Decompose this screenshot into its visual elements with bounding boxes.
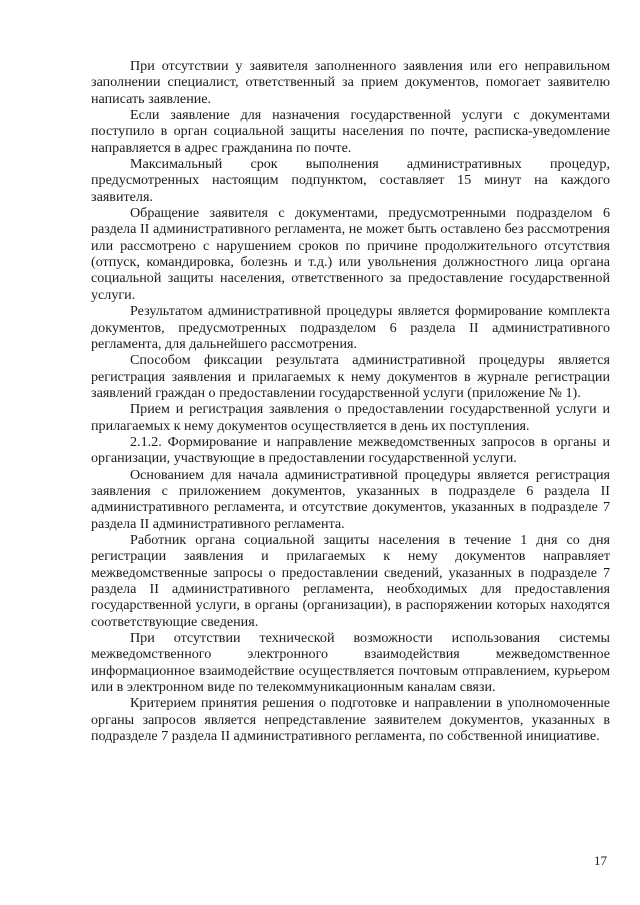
paragraph: Максимальный срок выполнения административных процедур, предусмотренных настоящим подпунктом, составляет 15 минут на каждого заявителя. <box>91 156 610 205</box>
page-number: 17 <box>594 853 607 868</box>
paragraph: При отсутствии у заявителя заполненного заявления или его неправильном заполнении специалист, ответственный за прием документов, помогает заявителю написать заявление. <box>91 58 610 107</box>
paragraph: Критерием принятия решения о подготовке и направлении в уполномоченные органы запросов является непредставление заявителем документов, указанных в подразделе 7 раздела II административного регламента, по собственной инициативе. <box>91 695 610 745</box>
document-body <box>91 58 610 744</box>
section-heading-paragraph: 2.1.2. Формирование и направление межведомственных запросов в органы и организации, участвующие в предоставлении государственной услуги. <box>91 433 610 467</box>
paragraph: Обращение заявителя с документами, предусмотренными подразделом 6 раздела II административного регламента, не может быть оставлено без рассмотрения или рассмотрено с нарушением сроков по причине продолжительного отсутствия (отпуск, командировка, болезнь и т.д.) или увольнения должностного лица органа социальной защиты населения, ответственного за предоставление государственной услуги. <box>91 205 610 303</box>
paragraph: Если заявление для назначения государственной услуги с документами поступило в орган социальной защиты населения по почте, расписка-уведомление направляется в адрес гражданина по почте. <box>91 107 610 156</box>
paragraph: Способом фиксации результата административной процедуры является регистрация заявления и прилагаемых к нему документов в журнале регистрации заявлений граждан о предоставлении государственной услуги (приложение № 1). <box>91 352 610 401</box>
paragraph: Работник органа социальной защиты населения в течение 1 дня со дня регистрации заявления и прилагаемых к нему документов направляет межведомственные запросы о предоставлении сведений, указанных в подразделе 7 раздела II административного регламента, необходимых для предоставления государственной услуги, в органы (организации), в распоряжении которых находятся соответствующие сведения. <box>91 531 610 630</box>
paragraph: При отсутствии технической возможности использования системы межведомственного электронного взаимодействия межведомственное информационное взаимодействие осуществляется почтовым отправлением, курьером или в электронном виде по телекоммуникационным каналам связи. <box>91 630 610 696</box>
paragraph: Прием и регистрация заявления о предоставлении государственной услуги и прилагаемых к нему документов осуществляется в день их поступления. <box>91 401 610 434</box>
paragraph: Основанием для начала административной процедуры является регистрация заявления с приложением документов, указанных в подразделе 6 раздела II административного регламента, и отсутствие документов, указанных в подразделе 7 раздела II административного регламента. <box>91 466 610 532</box>
paragraph: Результатом административной процедуры является формирование комплекта документов, предусмотренных подразделом 6 раздела II административного регламента, для дальнейшего рассмотрения. <box>91 303 610 352</box>
